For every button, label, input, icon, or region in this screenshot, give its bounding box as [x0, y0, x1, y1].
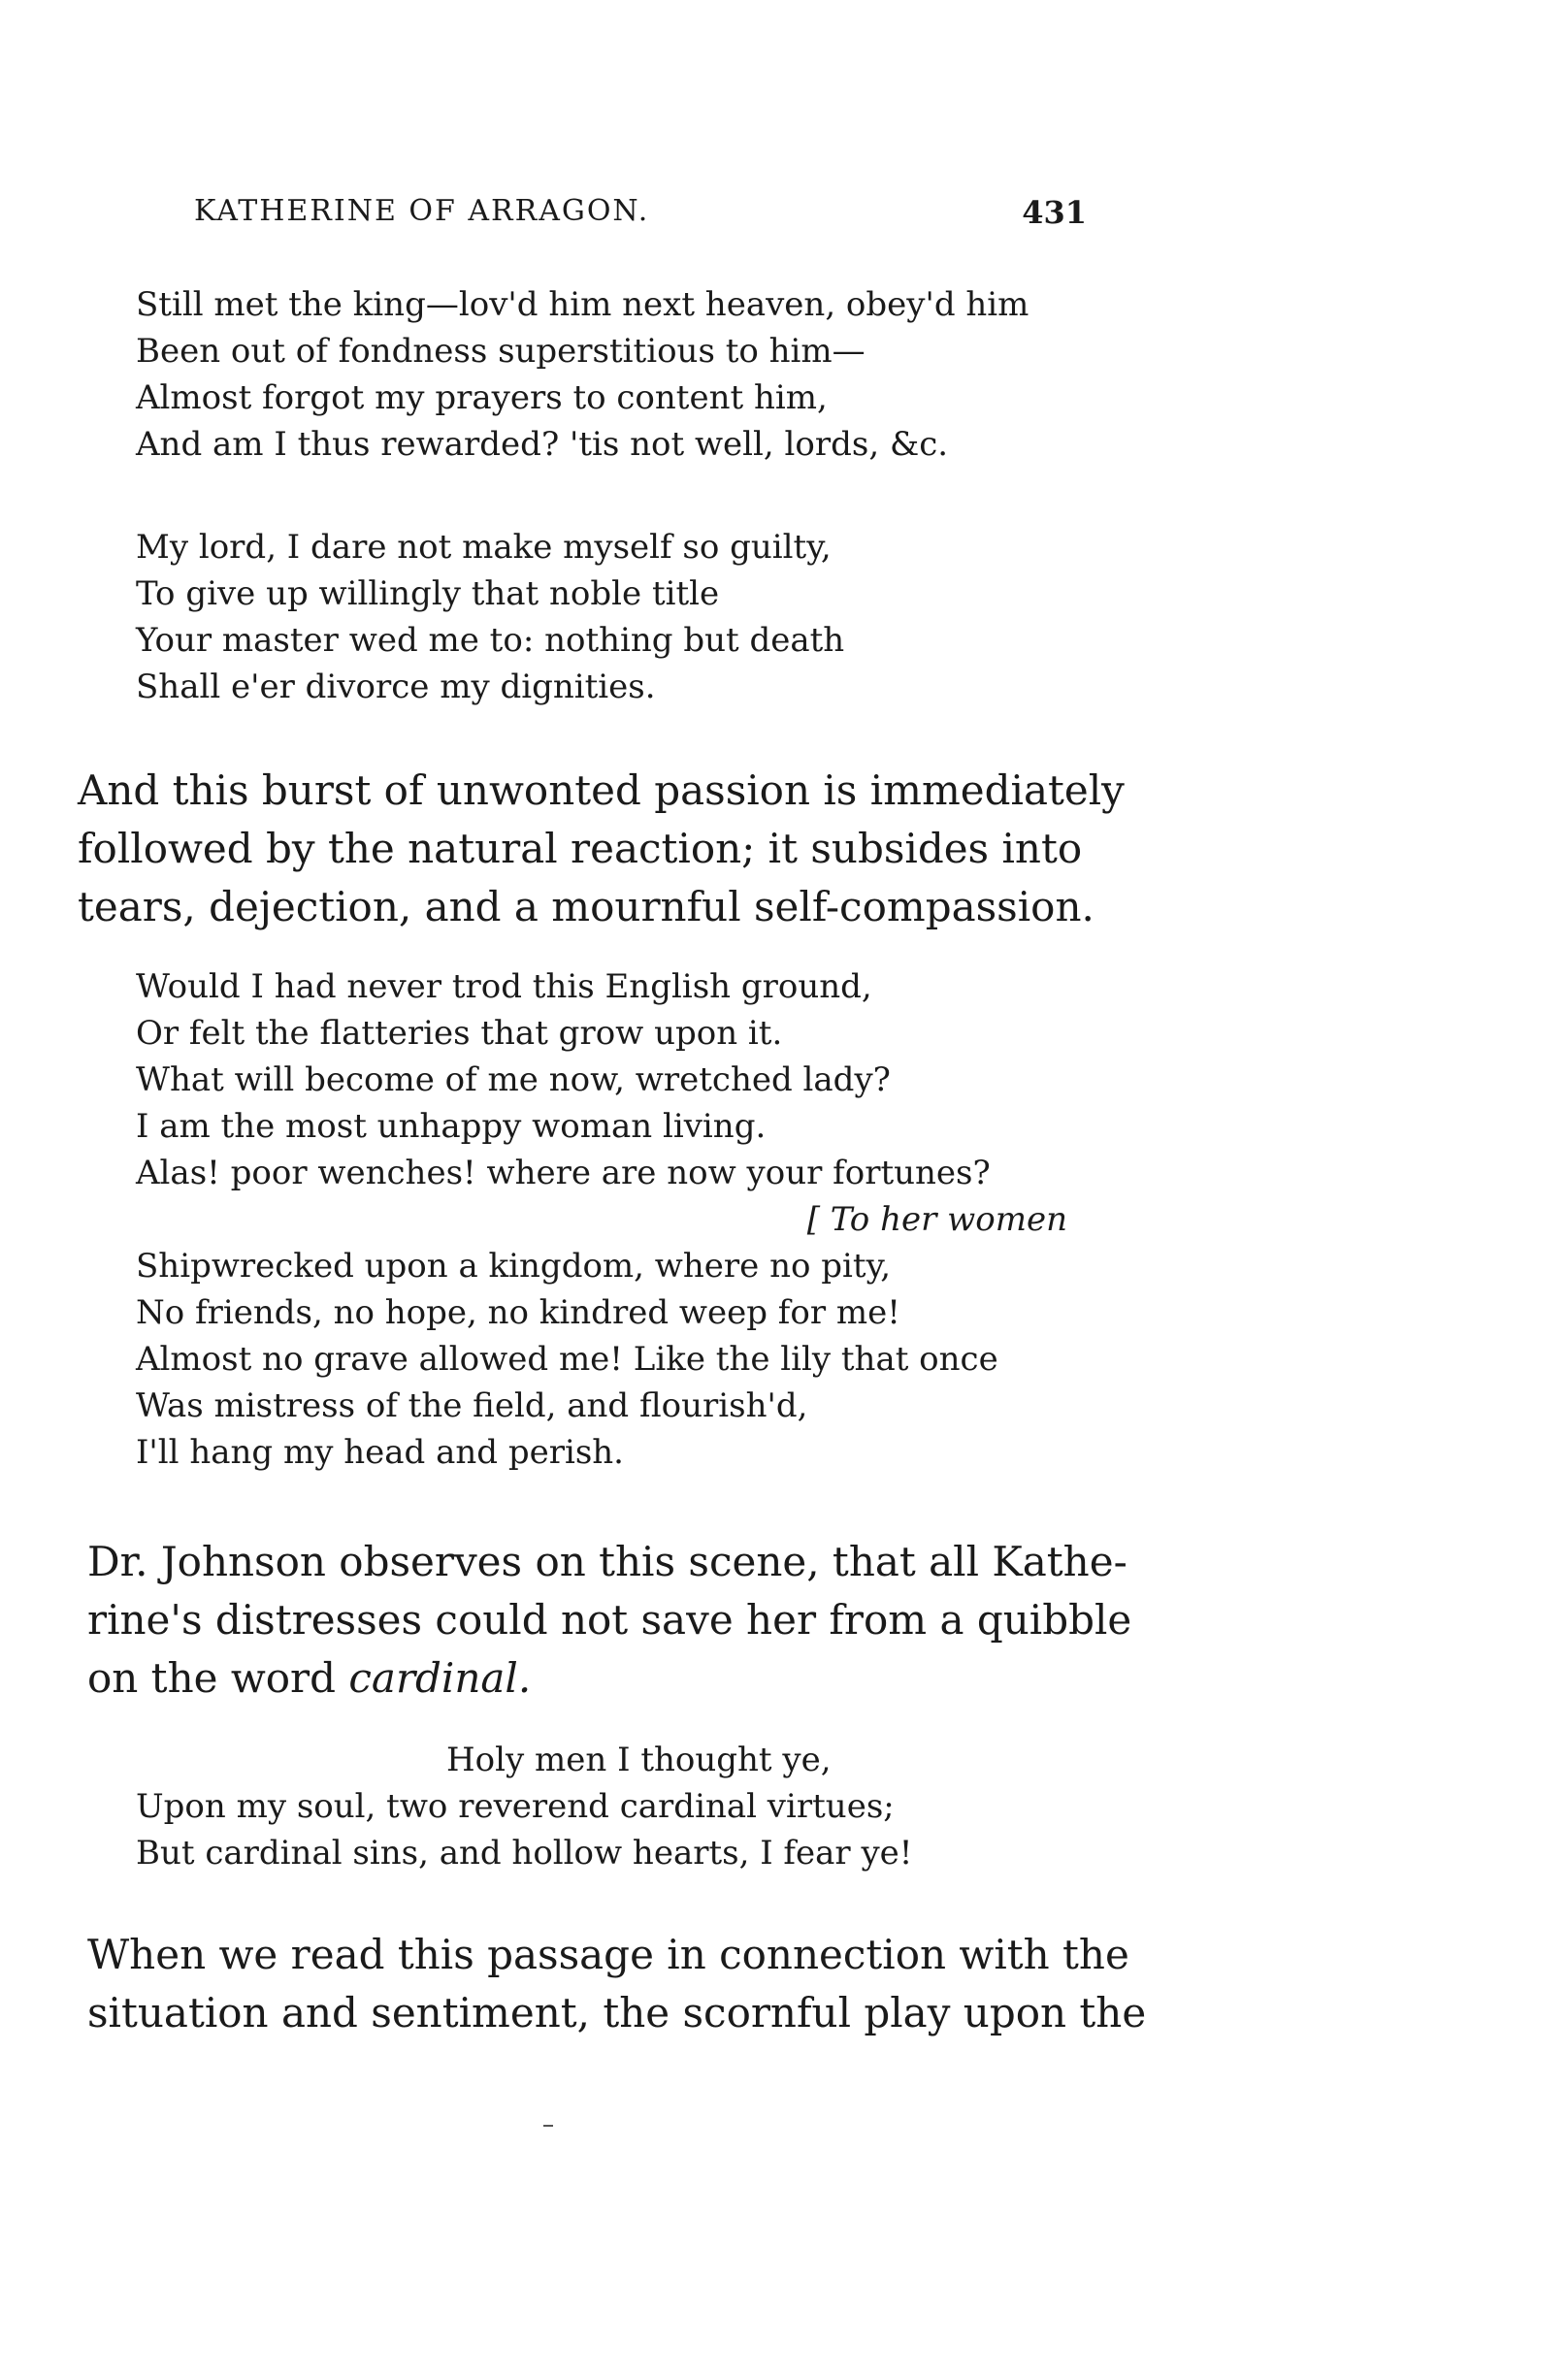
prose-line: Dr. Johnson observes on this scene, that all Kathe-: [87, 1538, 1127, 1585]
verse-line: I'll hang my head and perish.: [136, 1433, 624, 1472]
prose-line: followed by the natural reaction; it subsides into: [78, 825, 1083, 872]
verse-block-1: [136, 281, 1029, 468]
verse-block-2: [136, 524, 844, 710]
verse-line: Almost forgot my prayers to content him,: [136, 378, 828, 417]
prose-line: rine's distresses could not save her from a quibble: [87, 1596, 1132, 1644]
verse-line: Was mistress of the field, and flourish'd,: [136, 1386, 808, 1425]
verse-line: I am the most unhappy woman living.: [136, 1107, 767, 1146]
verse-line: And am I thus rewarded? 'tis not well, lords, &c.: [136, 425, 949, 464]
verse-line: No friends, no hope, no kindred weep for me!: [136, 1293, 900, 1332]
page-number: 431: [1022, 194, 1087, 231]
verse-line: Almost no grave allowed me! Like the lily that once: [136, 1340, 998, 1379]
verse-line: Your master wed me to: nothing but death: [136, 621, 845, 660]
prose-paragraph-3: [87, 1926, 1146, 2042]
running-header: [194, 194, 1087, 233]
verse-line: Or felt the flatteries that grow upon it.: [136, 1014, 783, 1053]
verse-line: Been out of fondness superstitious to him—: [136, 332, 866, 371]
verse-line: To give up willingly that noble title: [136, 574, 720, 613]
verse-line: Shall e'er divorce my dignities.: [136, 668, 656, 706]
prose-line: When we read this passage in connection with the: [87, 1931, 1129, 1978]
running-title: KATHERINE OF ARRAGON.: [194, 194, 650, 228]
prose-paragraph-2: [87, 1533, 1131, 1708]
prose-line: situation and sentiment, the scornful play upon the: [87, 1989, 1147, 2036]
prose-line: And this burst of unwonted passion is immediately: [78, 766, 1125, 814]
verse-block-4: [136, 1737, 1009, 1876]
verse-line: Still met the king—lov'd him next heaven, obey'd him: [136, 285, 1029, 324]
stage-direction: [ To her women: [806, 1200, 1067, 1239]
verse-line: My lord, I dare not make myself so guilty,: [136, 528, 832, 567]
prose-line: [87, 1649, 1131, 1708]
verse-line: Shipwrecked upon a kingdom, where no pity,: [136, 1247, 892, 1286]
verse-line: Holy men I thought ye,: [446, 1741, 832, 1779]
verse-line: But cardinal sins, and hollow hearts, I fear ye!: [136, 1834, 913, 1873]
verse-block-3: [136, 963, 1067, 1476]
emphasized-word: cardinal.: [348, 1654, 532, 1702]
verse-line: Would I had never trod this English ground,: [136, 967, 872, 1006]
verse-line: Upon my soul, two reverend cardinal virtues;: [136, 1787, 895, 1826]
verse-line: Alas! poor wenches! where are now your fortunes?: [136, 1154, 991, 1192]
prose-text: on the word: [87, 1654, 349, 1702]
prose-paragraph-1: [78, 762, 1125, 936]
prose-line: tears, dejection, and a mournful self-compassion.: [78, 883, 1094, 930]
printer-mark: [543, 2125, 553, 2127]
verse-line: What will become of me now, wretched lady?: [136, 1060, 891, 1099]
